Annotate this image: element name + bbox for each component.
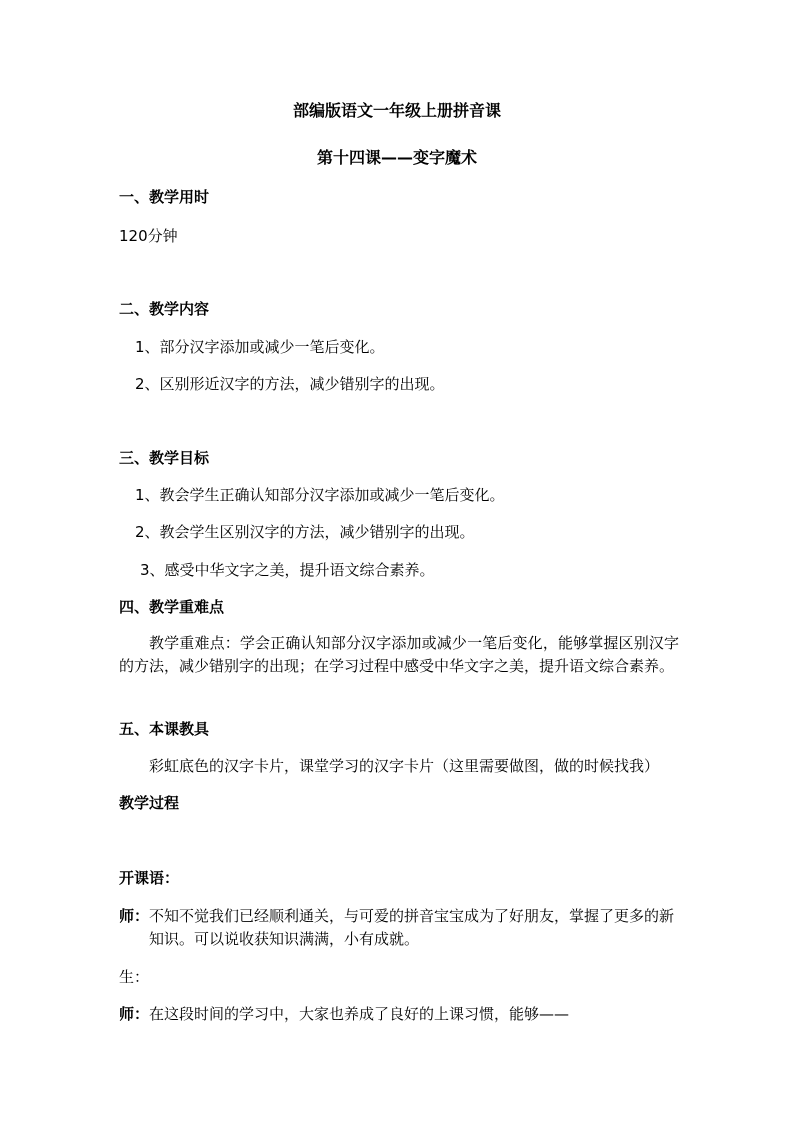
- key-points-paragraph: 教学重难点：学会正确认知部分汉字添加或减少一笔后变化，能够掌握区别汉字的方法，减少错别字的出现；在学习过程中感受中华文字之美，提升语文综合素养。: [119, 634, 679, 675]
- section-heading-tools: 五、本课教具: [119, 720, 210, 738]
- section-heading-goals: 三、教学目标: [119, 449, 210, 467]
- dialogue-line: [119, 905, 679, 951]
- section-heading-content: 二、教学内容: [119, 300, 210, 318]
- time-value: 120分钟: [119, 227, 178, 245]
- dialogue-speaker: 师：: [119, 907, 150, 925]
- dialogue-speaker: 生：: [119, 968, 150, 986]
- dialogue-text: 不知不觉我们已经顺利通关，与可爱的拼音宝宝成为了好朋友，掌握了更多的新知识。可以说收获知识满满，小有成就。: [149, 907, 675, 948]
- dialogue-speaker: 师：: [119, 1005, 150, 1023]
- dialogue-line: [119, 967, 149, 987]
- process-heading: 教学过程: [119, 794, 180, 812]
- tools-paragraph: 彩虹底色的汉字卡片，课堂学习的汉字卡片（这里需要做图，做的时候找我）: [149, 757, 660, 775]
- opening-heading: 开课语：: [119, 869, 180, 887]
- section-heading-time: 一、教学用时: [119, 188, 210, 206]
- dialogue-line: [119, 1004, 569, 1024]
- lesson-subtitle: 第十四课——变字魔术: [316, 148, 477, 167]
- goal-item: 2、教会学生区别汉字的方法，减少错别字的出现。: [135, 523, 475, 541]
- document-title: 部编版语文一年级上册拼音课: [292, 101, 501, 120]
- goal-item: 1、教会学生正确认知部分汉字添加或减少一笔后变化。: [135, 486, 505, 504]
- content-item: 1、部分汉字添加或减少一笔后变化。: [135, 338, 385, 356]
- dialogue-text: 在这段时间的学习中，大家也养成了良好的上课习惯，能够——: [149, 1005, 570, 1023]
- section-heading-key-points: 四、教学重难点: [119, 598, 225, 616]
- content-item: 2、区别形近汉字的方法，减少错别字的出现。: [135, 375, 445, 393]
- goal-item: 3、感受中华文字之美，提升语文综合素养。: [140, 561, 435, 579]
